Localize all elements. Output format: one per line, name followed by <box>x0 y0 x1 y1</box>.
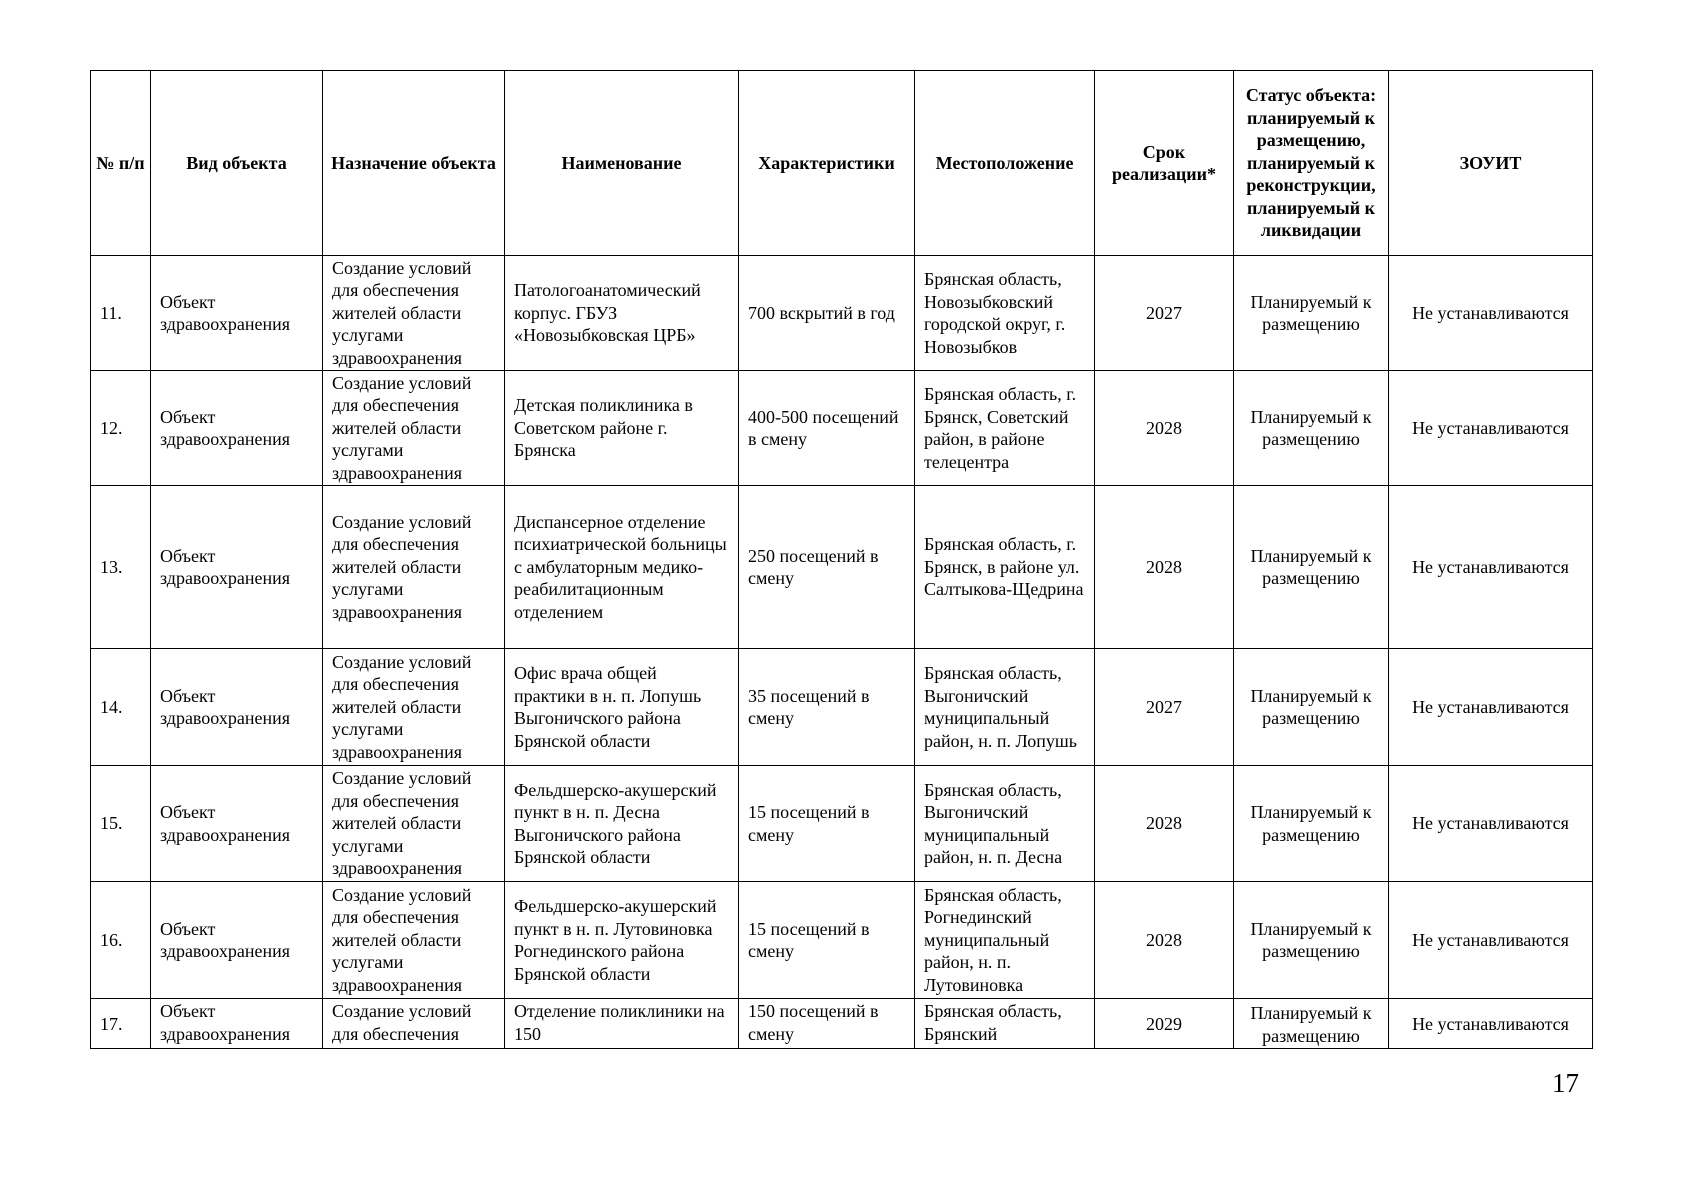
header-status: Статус объекта: планируемый к размещению, планируемый к реконструкции, планируемый к ликвидации <box>1234 71 1389 256</box>
cell-num: 14. <box>91 649 151 766</box>
cell-num: 17. <box>91 999 151 1049</box>
cell-characteristics: 15 посещений в смену <box>739 766 915 882</box>
cell-status: Планируемый к размещению <box>1234 371 1389 486</box>
cell-zouit: Не устанавливаются <box>1389 256 1593 371</box>
table-row <box>91 999 1593 1049</box>
cell-name: Фельдшерско-акушерский пункт в н. п. Десна Выгоничского района Брянской области <box>505 766 739 882</box>
cell-type: Объект здравоохранения <box>151 256 323 371</box>
cell-purpose: Создание условий для обеспечения жителей области услугами здравоохранения <box>323 371 505 486</box>
cell-zouit: Не устанавливаются <box>1389 371 1593 486</box>
cell-type: Объект здравоохранения <box>151 486 323 649</box>
table-row <box>91 486 1593 649</box>
cell-characteristics: 250 посещений в смену <box>739 486 915 649</box>
cell-type: Объект здравоохранения <box>151 371 323 486</box>
cell-num: 16. <box>91 882 151 999</box>
cell-term: 2027 <box>1095 649 1234 766</box>
header-zouit: ЗОУИТ <box>1389 71 1593 256</box>
cell-name <box>505 999 739 1049</box>
header-num: № п/п <box>91 71 151 256</box>
cell-num: 15. <box>91 766 151 882</box>
cell-purpose: Создание условий для обеспечения жителей области услугами здравоохранения <box>323 256 505 371</box>
cell-num: 12. <box>91 371 151 486</box>
cell-zouit: Не устанавливаются <box>1389 486 1593 649</box>
cell-name-text: Отделение поликлиники на 150 <box>514 1001 725 1044</box>
table-row <box>91 256 1593 371</box>
cell-zouit: Не устанавливаются <box>1389 999 1593 1049</box>
cell-location-text: Брянская область, Брянский <box>924 1001 1062 1044</box>
cell-characteristics <box>739 999 915 1049</box>
cell-type-text: Объект здравоохранения <box>160 1001 291 1044</box>
cell-name: Детская поликлиника в Советском районе г. Брянска <box>505 371 739 486</box>
cell-num: 13. <box>91 486 151 649</box>
cell-name: Фельдшерско-акушерский пункт в н. п. Лутовиновка Рогнединского района Брянской области <box>505 882 739 999</box>
table-row <box>91 882 1593 999</box>
cell-characteristics-text: 150 посещений в смену <box>748 1001 879 1044</box>
cell-location: Брянская область, Выгоничский муниципальный район, н. п. Лопушь <box>915 649 1095 766</box>
cell-name: Диспансерное отделение психиатрической больницы с амбулаторным медико-реабилитационным отделением <box>505 486 739 649</box>
cell-characteristics: 35 посещений в смену <box>739 649 915 766</box>
cell-term: 2028 <box>1095 486 1234 649</box>
cell-purpose: Создание условий для обеспечения жителей области услугами здравоохранения <box>323 649 505 766</box>
cell-name: Патологоанатомический корпус. ГБУЗ «Новозыбковская ЦРБ» <box>505 256 739 371</box>
cell-term: 2028 <box>1095 371 1234 486</box>
cell-location: Брянская область, Новозыбковский городской округ, г. Новозыбков <box>915 256 1095 371</box>
cell-status <box>1234 999 1389 1049</box>
cell-purpose: Создание условий для обеспечения жителей области услугами здравоохранения <box>323 486 505 649</box>
cell-characteristics: 400-500 посещений в смену <box>739 371 915 486</box>
cell-name: Офис врача общей практики в н. п. Лопушь Выгоничского района Брянской области <box>505 649 739 766</box>
header-term: Срок реализации* <box>1095 71 1234 256</box>
cell-status: Планируемый к размещению <box>1234 882 1389 999</box>
objects-table <box>90 70 1593 1049</box>
header-location: Местоположение <box>915 71 1095 256</box>
cell-purpose-text: Создание условий для обеспечения <box>332 1001 472 1044</box>
cell-purpose <box>323 999 505 1049</box>
cell-location: Брянская область, г. Брянск, Советский район, в районе телецентра <box>915 371 1095 486</box>
cell-status: Планируемый к размещению <box>1234 649 1389 766</box>
table-row <box>91 766 1593 882</box>
cell-characteristics: 15 посещений в смену <box>739 882 915 999</box>
cell-type <box>151 999 323 1049</box>
cell-location: Брянская область, Выгоничский муниципальный район, н. п. Десна <box>915 766 1095 882</box>
cell-location: Брянская область, Рогнединский муниципальный район, н. п. Лутовиновка <box>915 882 1095 999</box>
cell-term: 2027 <box>1095 256 1234 371</box>
cell-type: Объект здравоохранения <box>151 649 323 766</box>
cell-status: Планируемый к размещению <box>1234 486 1389 649</box>
table-row <box>91 371 1593 486</box>
cell-zouit: Не устанавливаются <box>1389 649 1593 766</box>
cell-purpose: Создание условий для обеспечения жителей области услугами здравоохранения <box>323 882 505 999</box>
cell-location <box>915 999 1095 1049</box>
page-number: 17 <box>1552 1068 1579 1098</box>
cell-status: Планируемый к размещению <box>1234 766 1389 882</box>
cell-zouit: Не устанавливаются <box>1389 766 1593 882</box>
cell-purpose: Создание условий для обеспечения жителей области услугами здравоохранения <box>323 766 505 882</box>
header-type: Вид объекта <box>151 71 323 256</box>
cell-term: 2029 <box>1095 999 1234 1049</box>
cell-zouit: Не устанавливаются <box>1389 882 1593 999</box>
cell-characteristics: 700 вскрытий в год <box>739 256 915 371</box>
cell-location: Брянская область, г. Брянск, в районе ул. Салтыкова-Щедрина <box>915 486 1095 649</box>
header-purpose: Назначение объекта <box>323 71 505 256</box>
header-name: Наименование <box>505 71 739 256</box>
table-header-row <box>91 71 1593 256</box>
header-characteristics: Характеристики <box>739 71 915 256</box>
cell-term: 2028 <box>1095 766 1234 882</box>
table-row <box>91 649 1593 766</box>
cell-num: 11. <box>91 256 151 371</box>
cell-status: Планируемый к размещению <box>1234 256 1389 371</box>
cell-type: Объект здравоохранения <box>151 766 323 882</box>
cell-term: 2028 <box>1095 882 1234 999</box>
cell-type: Объект здравоохранения <box>151 882 323 999</box>
cell-status-text: Планируемый к размещению <box>1250 1003 1372 1046</box>
